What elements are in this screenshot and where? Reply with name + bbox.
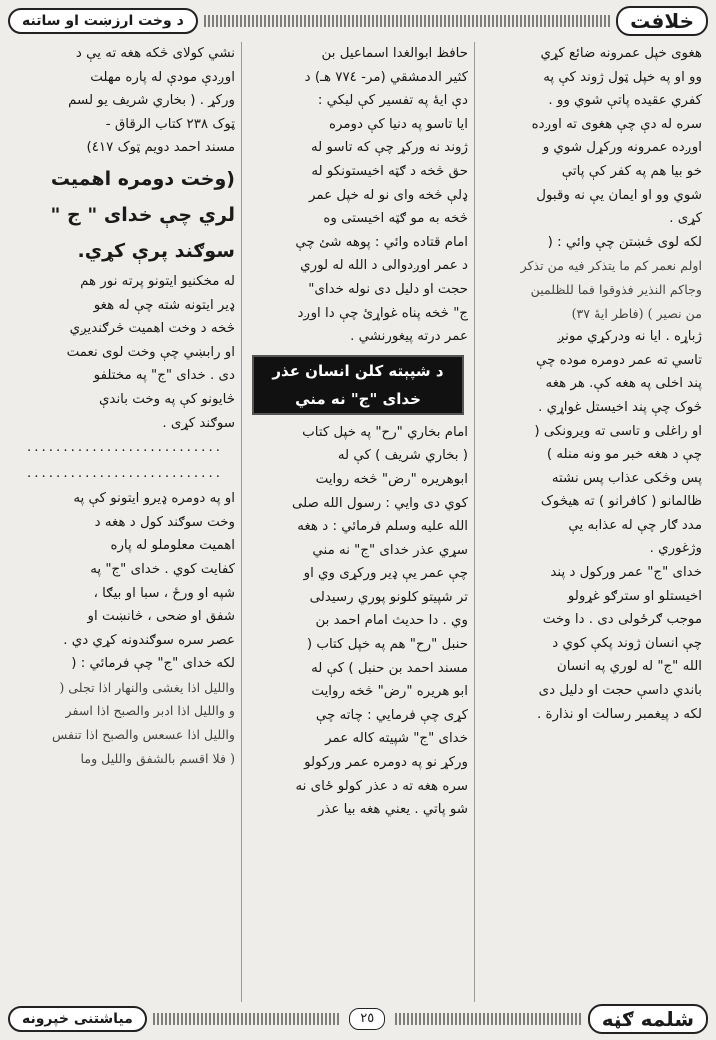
text-line: وي . دا حدیث امام احمد بن	[315, 613, 468, 629]
text-line: شوي وو او ایمان یې نه وقبول	[536, 187, 702, 203]
text-line: پس وڅکی عذاب پس نشته	[551, 470, 702, 486]
page-number: ٢٥	[349, 1008, 385, 1030]
issue-label: شلمه ګڼه	[588, 1004, 708, 1034]
header-divider	[204, 15, 610, 27]
heading-line: سوګند پرې کړي.	[77, 239, 235, 262]
text-line: الله علیه وسلم فرمائي : د هغه	[297, 519, 468, 535]
text-line: ورکړ نو په دومره عمر ورکولو	[304, 755, 468, 771]
text-line: ظالمانو ( کافرانو ) ته هیڅوک	[540, 494, 702, 510]
text-line: حجت او دلیل دی نوله خدای"	[308, 281, 468, 297]
text-line: پند اخلی په هغه کې. هر هغه	[545, 376, 702, 392]
quran-line: و والليل اذا ادبر والصبح اذا اسفر	[65, 703, 235, 719]
text-line: باندي داسې حجت او دلیل دی	[538, 683, 702, 699]
text-line: حق څخه د ګټه اخیستونکو له	[311, 163, 468, 179]
text-line: خدای "ج" شپیته کاله عمر	[325, 731, 468, 747]
quran-line: والليل اذا عسعس والصبح اذا تنفس	[51, 727, 235, 743]
text-line: عصر سره سوګندونه کړي دي .	[63, 632, 235, 648]
text-line: حافظ ابوالغدا اسماعیل بن	[321, 46, 468, 61]
text-line: امام قتاده وائي : پوهه شئ چې	[295, 234, 468, 250]
text-line: د عمر اوږدوالی د الله له لوري	[300, 258, 468, 274]
text-line: ابو هریره "رض" څخه روایت	[311, 684, 468, 700]
text-line: ژباړه . ایا نه ودرکړي مونږ	[557, 329, 702, 345]
text-line: وژغوري .	[649, 541, 702, 557]
column-right	[475, 42, 708, 1002]
text-line: او په دومره ډیرو ایتونو کې په	[73, 491, 235, 507]
text-line: سوګند کړی .	[162, 415, 235, 431]
text-line: هغوی خپل عمرونه ضائع کړي	[540, 46, 702, 61]
text-line: ابوهریره "رض" څخه روایت	[315, 471, 468, 487]
text-line: کړی .	[669, 211, 702, 227]
text-line: اوږده عمرونه ورکړل شوي و	[542, 140, 702, 156]
text-line: الله "ج" له لوري په انسان	[556, 659, 702, 675]
text-line: اولم نعمر کم ما يتذکر فيه من تذکر	[520, 258, 702, 274]
text-line: څخه د وخت اهمیت څرګندیږي	[69, 321, 235, 337]
text-line: شپه او ورځ ، سبا او بیګا ،	[93, 585, 235, 601]
page-header	[8, 6, 708, 36]
text-line: سړي عذر خدای "ج" نه مني	[312, 542, 468, 558]
text-line: ( بخاري شریف ) کې له	[337, 448, 468, 464]
text-line: ټوک ٢٣٨ کتاب الرقاق -	[105, 116, 235, 132]
text-line: شفق او ضحی ، څانښت او	[87, 609, 235, 625]
separator-dots: ...........................	[27, 440, 223, 456]
heading-line: (وخت دومره اهمیت	[50, 167, 235, 190]
page-footer	[8, 1004, 708, 1034]
text-line: وجاکم النذير فذوقوا فما للظلمين	[530, 281, 702, 297]
text-line: دی . خدای "ج" په مختلفو	[93, 368, 235, 384]
text-line: کثیر الدمشقي (مر- ٧٧٤ هـ) د	[304, 69, 468, 85]
text-line: تاسي ته عمر دومره موده چې	[535, 352, 702, 368]
text-line: لکه د پیغمبر رسالت او نذارة .	[537, 706, 702, 722]
text-line: من نصير ) (فاطر ایۀ ٣٧)	[571, 305, 702, 321]
text-line: تر شپیتو کلونو پوري رسیدلی	[309, 589, 468, 605]
quran-line: ( فلا اقسم بالشفق والليل وما	[80, 750, 235, 766]
text-line: ایا تاسو په دنیا کې دومره	[328, 116, 468, 132]
text-line: ج" څخه پناه غواړئ چې دا اوږد	[297, 305, 468, 321]
text-line: چې انسان ژوند پکې کوي د	[552, 635, 702, 651]
text-line: شو پاتي . یعني هغه بیا عذر	[317, 802, 468, 818]
text-line: کفري عقیده پاتې شوي وو .	[548, 93, 702, 109]
text-line: او رابښي چې وخت لوی نعمت	[66, 344, 235, 360]
bold-heading	[15, 162, 235, 268]
section-title: خلافت	[616, 6, 708, 36]
text-line: سره هغه ته د عذر کولو ځای نه	[295, 778, 468, 794]
text-line: له مخکنیو ایتونو پرته نور هم	[80, 273, 235, 289]
article-title: د وخت ارزښت او ساتنه	[8, 8, 198, 34]
text-line: څایونو کې په وخت باندې	[98, 391, 235, 407]
text-line: ورکړ . ( بخاري شریف یو لسم	[68, 93, 235, 109]
text-line: چې د هغه خبر مو ونه منله )	[546, 447, 702, 463]
text-line: وو او په خپل ټول ژوند کې په	[543, 69, 702, 85]
text-line: ډیر ایتونه شته چې له هغو	[93, 297, 235, 313]
text-line: څخه به مو ګټه اخیستی وه	[323, 211, 468, 227]
text-line: مسند احمد دویم ټوک ٤١٧)	[86, 140, 235, 156]
quran-line: والليل اذا يغشى والنهار اذا تجلى (	[59, 679, 235, 695]
column-left	[9, 42, 242, 1002]
text-line: ډلې څخه وای نو له خپل عمر	[309, 187, 468, 203]
text-line: اهمیت معلوملو له پاره	[110, 538, 235, 554]
heading-line: لري چې خدای " ج "	[50, 203, 235, 226]
text-line: نشي کولای څکه هغه ته یې د	[75, 46, 235, 61]
text-line: څوک چې پند اخیستل غواړي .	[538, 399, 702, 415]
text-line: ژوند نه ورکړ چې که تاسو له	[310, 140, 468, 156]
text-line: لکه لوی څښتن چې وائي : (	[547, 234, 702, 250]
text-line: عمر درته پیغورنشي .	[350, 329, 468, 345]
column-middle	[242, 42, 475, 1002]
text-line: سره له دې چې هغوی ته اوږده	[531, 116, 702, 132]
footer-divider-right	[395, 1013, 581, 1025]
text-line: وخت سوګند کول د هغه د	[94, 514, 235, 530]
text-line: اوږدې مودې له پاره مهلت	[90, 69, 235, 85]
text-line: موجب ګرځولی دی . دا وخت	[542, 612, 702, 628]
magazine-label: مياشتنی خپرونه	[8, 1006, 147, 1032]
text-line: دې ایۀ په تفسیر کې لیکي :	[317, 93, 468, 109]
text-line: اخیستلو او سترګو غړولو	[567, 588, 702, 604]
text-line: مسند احمد بن حنبل ) کې له	[311, 660, 468, 676]
text-line: کفایت کوي . خدای "ج" په	[90, 561, 235, 577]
footer-divider-left	[153, 1013, 339, 1025]
text-line: خدای "ج" عمر ورکول د پند	[550, 565, 702, 581]
text-line: خو بیا هم په کفر کې پاتې	[561, 163, 702, 179]
text-line: مدد ګار چې له عذابه یې	[568, 517, 702, 533]
text-line: کړی چې فرمایي : چاته چې	[315, 707, 468, 723]
section-heading: د شپېته کلن انسان عذر خدای "ج" نه مني	[252, 355, 464, 415]
text-line: حنبل "رح" هم په خپل کتاب (	[306, 637, 468, 653]
text-columns	[8, 42, 708, 1002]
text-line: کوي دی وایي : رسول الله صلی	[291, 495, 468, 511]
separator-dots: ...........................	[27, 466, 223, 482]
text-line: امام بخاري "رح" په خپل کتاب	[302, 424, 468, 440]
text-line: لکه خدای "ج" چې فرمائي : (	[71, 656, 235, 672]
text-line: او راغلی و تاسی ته ویرونکی (	[534, 423, 702, 439]
text-line: چې عمر یې ډیر ورکړی وي او	[303, 566, 468, 582]
